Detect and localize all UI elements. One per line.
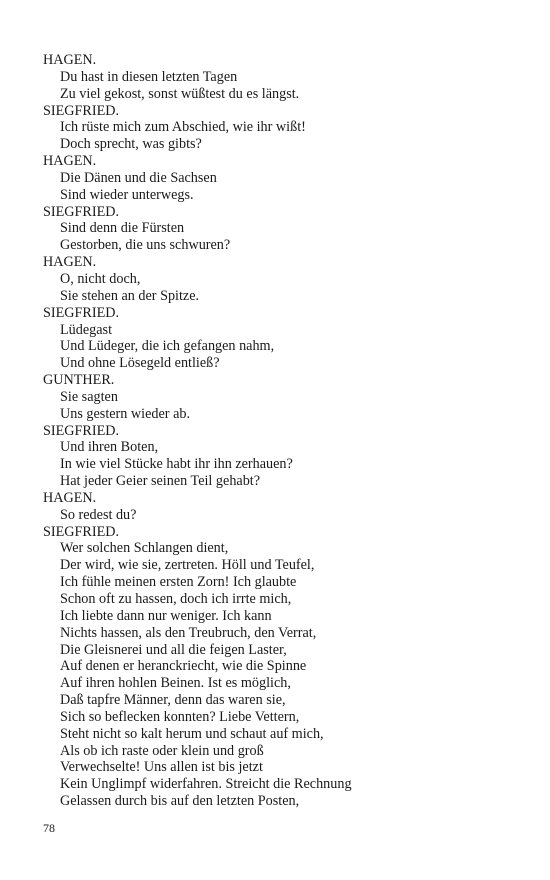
verse-line: Hat jeder Geier seinen Teil gehabt? [60,473,261,490]
verse-line: Uns gestern wieder ab. [60,405,191,422]
speaker-name: SIEGFRIED. [43,422,120,439]
verse-line: Als ob ich raste oder klein und groß [60,742,264,759]
verse-line: Verwechselte! Uns allen ist bis jetzt [60,759,263,776]
verse-line: Schon oft zu hassen, doch ich irrte mich, [60,591,292,607]
speaker-name: SIEGFRIED. [43,304,120,321]
verse-line: Gestorben, die uns schwuren? [60,237,231,254]
verse-line: Auf ihren hohlen Beinen. Ist es möglich, [60,675,291,692]
verse-line: Auf denen er heranckriecht, wie die Spinne [60,658,307,675]
verse-line: Du hast in diesen letzten Tagen [60,68,238,85]
verse-line: Und Lüdeger, die ich gefangen nahm, [60,338,275,355]
verse-line: Sind denn die Fürsten [60,220,185,237]
play-text [43,52,523,810]
verse-line: Lüdegast [60,321,113,338]
verse-line: Sind wieder unterwegs. [60,186,194,203]
verse-line: Sie stehen an der Spitze. [60,287,200,304]
speaker-name: SIEGFRIED. [43,523,120,540]
verse-line: Die Dänen und die Sachsen [60,169,217,186]
verse-line: Und ohne Lösegeld entließ? [60,355,220,372]
verse-line: Zu viel gekost, sonst wüßtest du es längst. [60,85,300,102]
speaker-name: GUNTHER. [43,372,115,389]
verse-line: Steht nicht so kalt herum und schaut auf mich, [60,725,324,742]
speaker-name: HAGEN. [43,153,97,170]
verse-line: In wie viel Stücke habt ihr ihn zerhauen? [60,456,293,473]
verse-line: Die Gleisnerei und all die feigen Laster, [60,641,287,658]
verse-line: O, nicht doch, [60,270,141,287]
verse-line: Daß tapfre Männer, denn das waren sie, [60,692,286,709]
verse-line: Wer solchen Schlangen dient, [60,540,229,557]
verse-line: Ich rüste mich zum Abschied, wie ihr wißt! [60,119,306,136]
verse-line: Ich fühle meinen ersten Zorn! Ich glaubte [60,574,297,591]
verse-line: Doch sprecht, was gibts? [60,136,202,153]
verse-line: Ich liebte dann nur weniger. Ich kann [60,607,272,624]
speaker-name: HAGEN. [43,254,97,271]
speaker-name: HAGEN. [43,52,97,68]
verse-line: Sie sagten [60,388,118,405]
verse-line: Sich so beflecken konnten? Liebe Vettern, [60,708,300,725]
speaker-name: SIEGFRIED. [43,203,120,220]
verse-line: Gelassen durch bis auf den letzten Posten, [60,793,300,810]
verse-line: So redest du? [60,506,137,523]
speaker-name: SIEGFRIED. [43,102,120,119]
verse-line: Und ihren Boten, [60,439,159,456]
page-number: 78 [43,821,55,835]
verse-line: Der wird, wie sie, zertreten. Höll und Teufel, [60,557,315,574]
verse-line: Kein Unglimpf widerfahren. Streicht die Rechnung [60,776,352,793]
speaker-name: HAGEN. [43,489,97,506]
verse-line: Nichts hassen, als den Treubruch, den Verrat, [60,624,317,641]
